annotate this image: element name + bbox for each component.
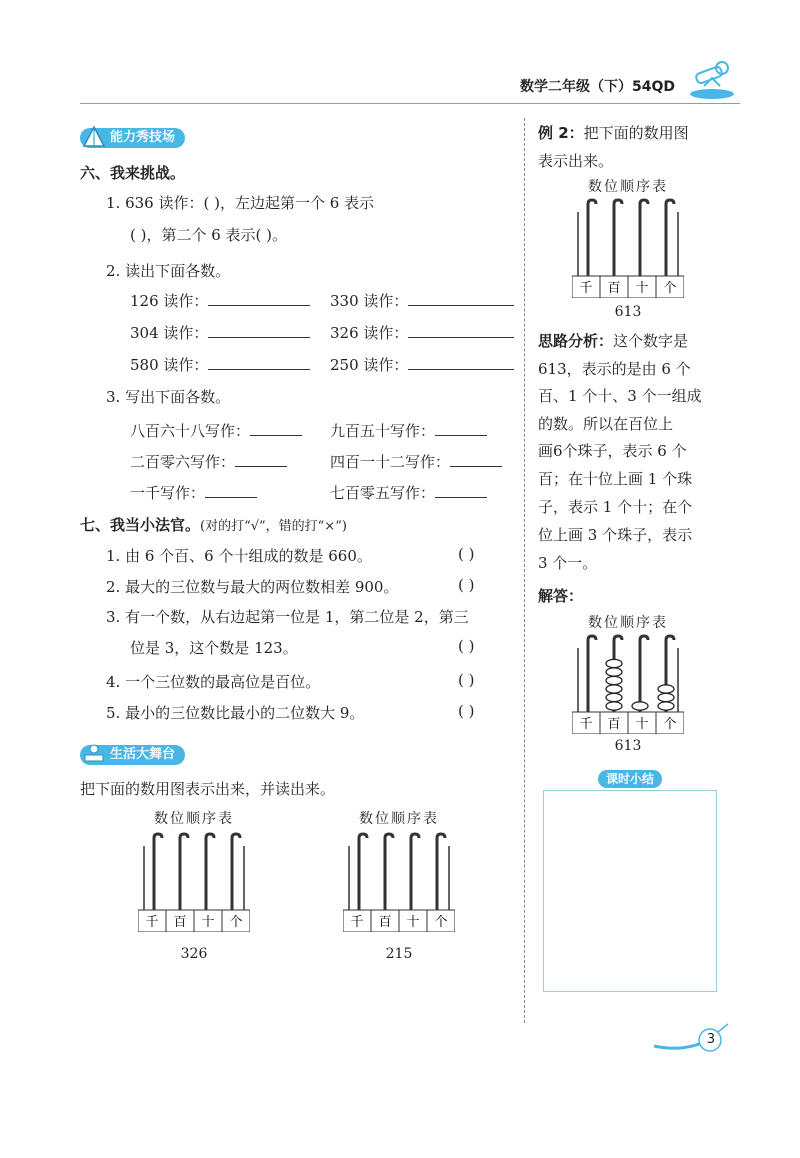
abacus-title: 数位顺序表	[588, 615, 668, 631]
q3-title: 3. 写出下面各数。	[106, 388, 231, 406]
judge-item: 3. 有一个数，从右边起第一位是 1，第二位是 2，第三	[106, 608, 469, 626]
abacus-frame	[343, 832, 455, 932]
abacus-frame	[572, 634, 684, 734]
judge-item: 2. 最大的三位数与最大的两位数相差 900。	[106, 578, 399, 596]
abacus-bead	[606, 702, 622, 710]
q3-item: 九百五十写作：	[330, 420, 487, 441]
answer-blank[interactable]	[205, 483, 257, 498]
abacus-bead	[632, 702, 648, 710]
abacus-frame	[572, 198, 684, 298]
answer-label: 解答：	[538, 587, 584, 605]
answer-blank[interactable]	[250, 421, 302, 436]
abacus-example-empty	[572, 176, 684, 326]
column-divider	[524, 118, 525, 1023]
abacus-bead	[606, 676, 622, 684]
abacus-title: 数位顺序表	[359, 811, 439, 827]
place-label: 百	[173, 915, 187, 930]
analysis-line: 3 个一。	[538, 554, 598, 572]
q3-item: 一千写作：	[130, 482, 257, 503]
q3-item: 四百一十二写作：	[330, 451, 502, 472]
judge-item: 5. 最小的三位数比最小的二位数大 9。	[106, 704, 365, 722]
judge-paren[interactable]: ( )	[458, 545, 475, 563]
q2-item: 326 读作：	[330, 322, 514, 343]
analysis-line: 画6个珠子，表示 6 个	[538, 442, 687, 460]
judge-item: 4. 一个三位数的最高位是百位。	[106, 673, 321, 691]
telescope-icon	[686, 56, 738, 102]
example-prompt-2: 表示出来。	[538, 152, 614, 170]
abacus-bead	[606, 668, 622, 676]
place-label: 个	[663, 281, 677, 296]
q2-title: 2. 读出下面各数。	[106, 262, 231, 280]
place-label: 个	[229, 915, 243, 930]
abacus-326[interactable]	[138, 808, 250, 968]
q2-item: 126 读作：	[130, 290, 310, 311]
header-rule	[80, 103, 740, 104]
page-number-swoosh	[652, 1022, 732, 1058]
example-prompt: 例 2：把下面的数用图	[538, 124, 689, 142]
place-label: 个	[663, 717, 677, 732]
abacus-title: 数位顺序表	[154, 811, 234, 827]
analysis-line: 思路分析：这个数字是	[538, 332, 689, 350]
judge-item-continued: 位是 3，这个数是 123。	[130, 639, 298, 657]
summary-notes-box[interactable]	[543, 790, 717, 992]
q1-line2: ( )，第二个 6 表示( )。	[130, 226, 288, 244]
answer-blank[interactable]	[408, 291, 514, 306]
judge-paren[interactable]: ( )	[458, 637, 475, 655]
answer-blank[interactable]	[235, 452, 287, 467]
analysis-line: 百、1 个十、3 个一组成	[538, 387, 702, 405]
analysis-line: 位上画 3 个珠子，表示	[538, 526, 693, 544]
life-instruction: 把下面的数用图表示出来，并读出来。	[80, 780, 336, 798]
analysis-line: 613，表示的是由 6 个	[538, 360, 691, 378]
abacus-bead	[606, 693, 622, 701]
answer-blank[interactable]	[435, 421, 487, 436]
abacus-number: 326	[180, 946, 208, 962]
q3-item: 八百六十八写作：	[130, 420, 302, 441]
judge-paren[interactable]: ( )	[458, 702, 475, 720]
section-badge-life: 生活大舞台	[80, 745, 185, 765]
abacus-bead	[658, 693, 674, 701]
judge-item: 1. 由 6 个百、6 个十组成的数是 660。	[106, 547, 372, 565]
place-label: 百	[378, 915, 392, 930]
abacus-number: 613	[614, 738, 642, 754]
abacus-215[interactable]	[343, 808, 455, 968]
place-label: 十	[406, 915, 420, 930]
abacus-frame	[138, 832, 250, 932]
q2-item: 580 读作：	[130, 354, 310, 375]
analysis-line: 子，表示 1 个十；在个	[538, 498, 693, 516]
place-label: 百	[607, 717, 621, 732]
answer-blank[interactable]	[408, 323, 514, 338]
q3-item: 二百零六写作：	[130, 451, 287, 472]
abacus-bead	[658, 685, 674, 693]
place-label: 千	[579, 281, 593, 296]
place-label: 千	[579, 717, 593, 732]
abacus-bead	[606, 685, 622, 693]
part7-heading: 七、我当小法官。(对的打“√”，错的打“×”)	[80, 516, 347, 534]
answer-blank[interactable]	[408, 355, 514, 370]
q3-item: 七百零五写作：	[330, 482, 487, 503]
abacus-number: 613	[614, 304, 642, 320]
place-label: 十	[635, 717, 649, 732]
answer-blank[interactable]	[208, 291, 310, 306]
q2-item: 330 读作：	[330, 290, 514, 311]
section-badge-summary: 课时小结	[598, 770, 662, 788]
abacus-number: 215	[385, 946, 413, 962]
answer-blank[interactable]	[208, 323, 310, 338]
part6-heading: 六、我来挑战。	[80, 164, 186, 182]
analysis-line: 百；在十位上画 1 个珠	[538, 470, 693, 488]
abacus-bead	[606, 659, 622, 667]
abacus-bead	[658, 702, 674, 710]
place-label: 千	[145, 915, 159, 930]
judge-paren[interactable]: ( )	[458, 576, 475, 594]
abacus-answer	[572, 612, 684, 762]
page-number: 3	[706, 1032, 716, 1047]
place-label: 千	[350, 915, 364, 930]
place-label: 十	[635, 281, 649, 296]
q1-line1: 1. 636 读作：( )，左边起第一个 6 表示	[106, 194, 375, 212]
section-badge-skill: 能力秀技场	[80, 128, 185, 148]
abacus-title: 数位顺序表	[588, 179, 668, 195]
judge-paren[interactable]: ( )	[458, 671, 475, 689]
analysis-line: 的数。所以在百位上	[538, 415, 674, 433]
place-label: 百	[607, 281, 621, 296]
place-label: 十	[201, 915, 215, 930]
tent-icon	[82, 124, 106, 148]
answer-blank[interactable]	[435, 483, 487, 498]
answer-blank[interactable]	[208, 355, 310, 370]
q2-item: 250 读作：	[330, 354, 514, 375]
place-label: 个	[434, 915, 448, 930]
q2-item: 304 读作：	[130, 322, 310, 343]
answer-blank[interactable]	[450, 452, 502, 467]
stage-icon	[82, 741, 106, 765]
header-title: 数学二年级（下）54QD	[520, 79, 676, 95]
